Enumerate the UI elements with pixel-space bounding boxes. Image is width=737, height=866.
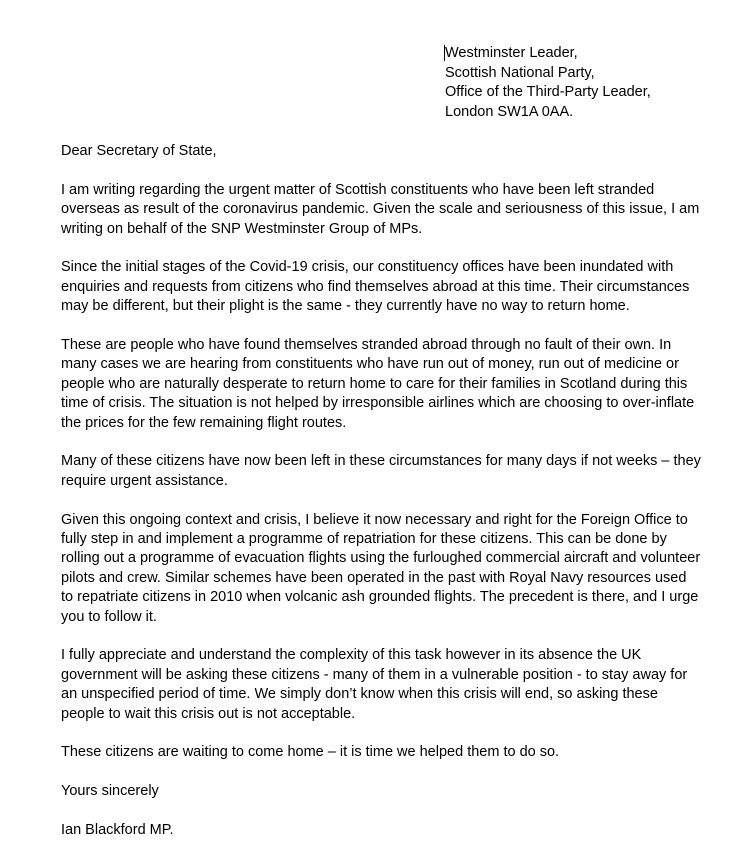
letter-body xyxy=(61,142,701,860)
paragraph: These citizens are waiting to come home – it is time we helped them to do so. xyxy=(61,744,560,761)
paragraph: Many of these citizens have now been left in these circumstances for many days if not weeks – they require urgent assistance. xyxy=(61,453,701,489)
address-line: London SW1A 0AA. xyxy=(445,103,574,120)
salutation: Dear Secretary of State, xyxy=(61,143,217,159)
address-line: Office of the Third-Party Leader, xyxy=(445,84,651,101)
paragraph: Given this ongoing context and crisis, I believe it now necessary and right for the Foreign Office to fully step in and implement a programme of repatriation for these citizens. This can be done by rolling out a programme of evacuation flights using the furloughed commercial aircraft and volunteer pilots and crew. Similar schemes have been operated in the past with Royal Navy resources used to repatriate citizens in 2010 when volcanic ash grounded flights. The precedent is there, and I urge you to follow it. xyxy=(61,511,701,625)
address-line: Scottish National Party, xyxy=(445,64,595,81)
paragraph: I am writing regarding the urgent matter of Scottish constituents who have been left stranded overseas as result of the coronavirus pandemic. Given the scale and seriousness of this issue, I am writing on behalf of the SNP Westminster Group of MPs. xyxy=(61,181,700,237)
paragraph: Since the initial stages of the Covid-19 crisis, our constituency offices have been inundated with enquiries and requests from citizens who find themselves abroad at this time. Their circumstances may be different, but their plight is the same - they currently have no way to return home. xyxy=(61,259,690,315)
signature: Ian Blackford MP. xyxy=(61,822,174,839)
closing: Yours sincerely xyxy=(61,783,159,800)
address-line: Westminster Leader, xyxy=(445,45,578,61)
recipient-address xyxy=(445,44,651,122)
paragraph: I fully appreciate and understand the complexity of this task however in its absence the UK government will be asking these citizens - many of them in a vulnerable position - to stay away for an unspecified period of time. We simply don’t know when this crisis will end, so asking these people to wait this crisis out is not acceptable. xyxy=(61,647,688,722)
paragraph: These are people who have found themselves stranded abroad through no fault of their own. In many cases we are hearing from constituents who have run out of money, run out of medicine or people who are naturally desperate to return home to care for their families in Scotland during this time of crisis. The situation is not helped by irresponsible airlines which are choosing to over-inflate the prices for the few remaining flight routes. xyxy=(61,337,695,431)
